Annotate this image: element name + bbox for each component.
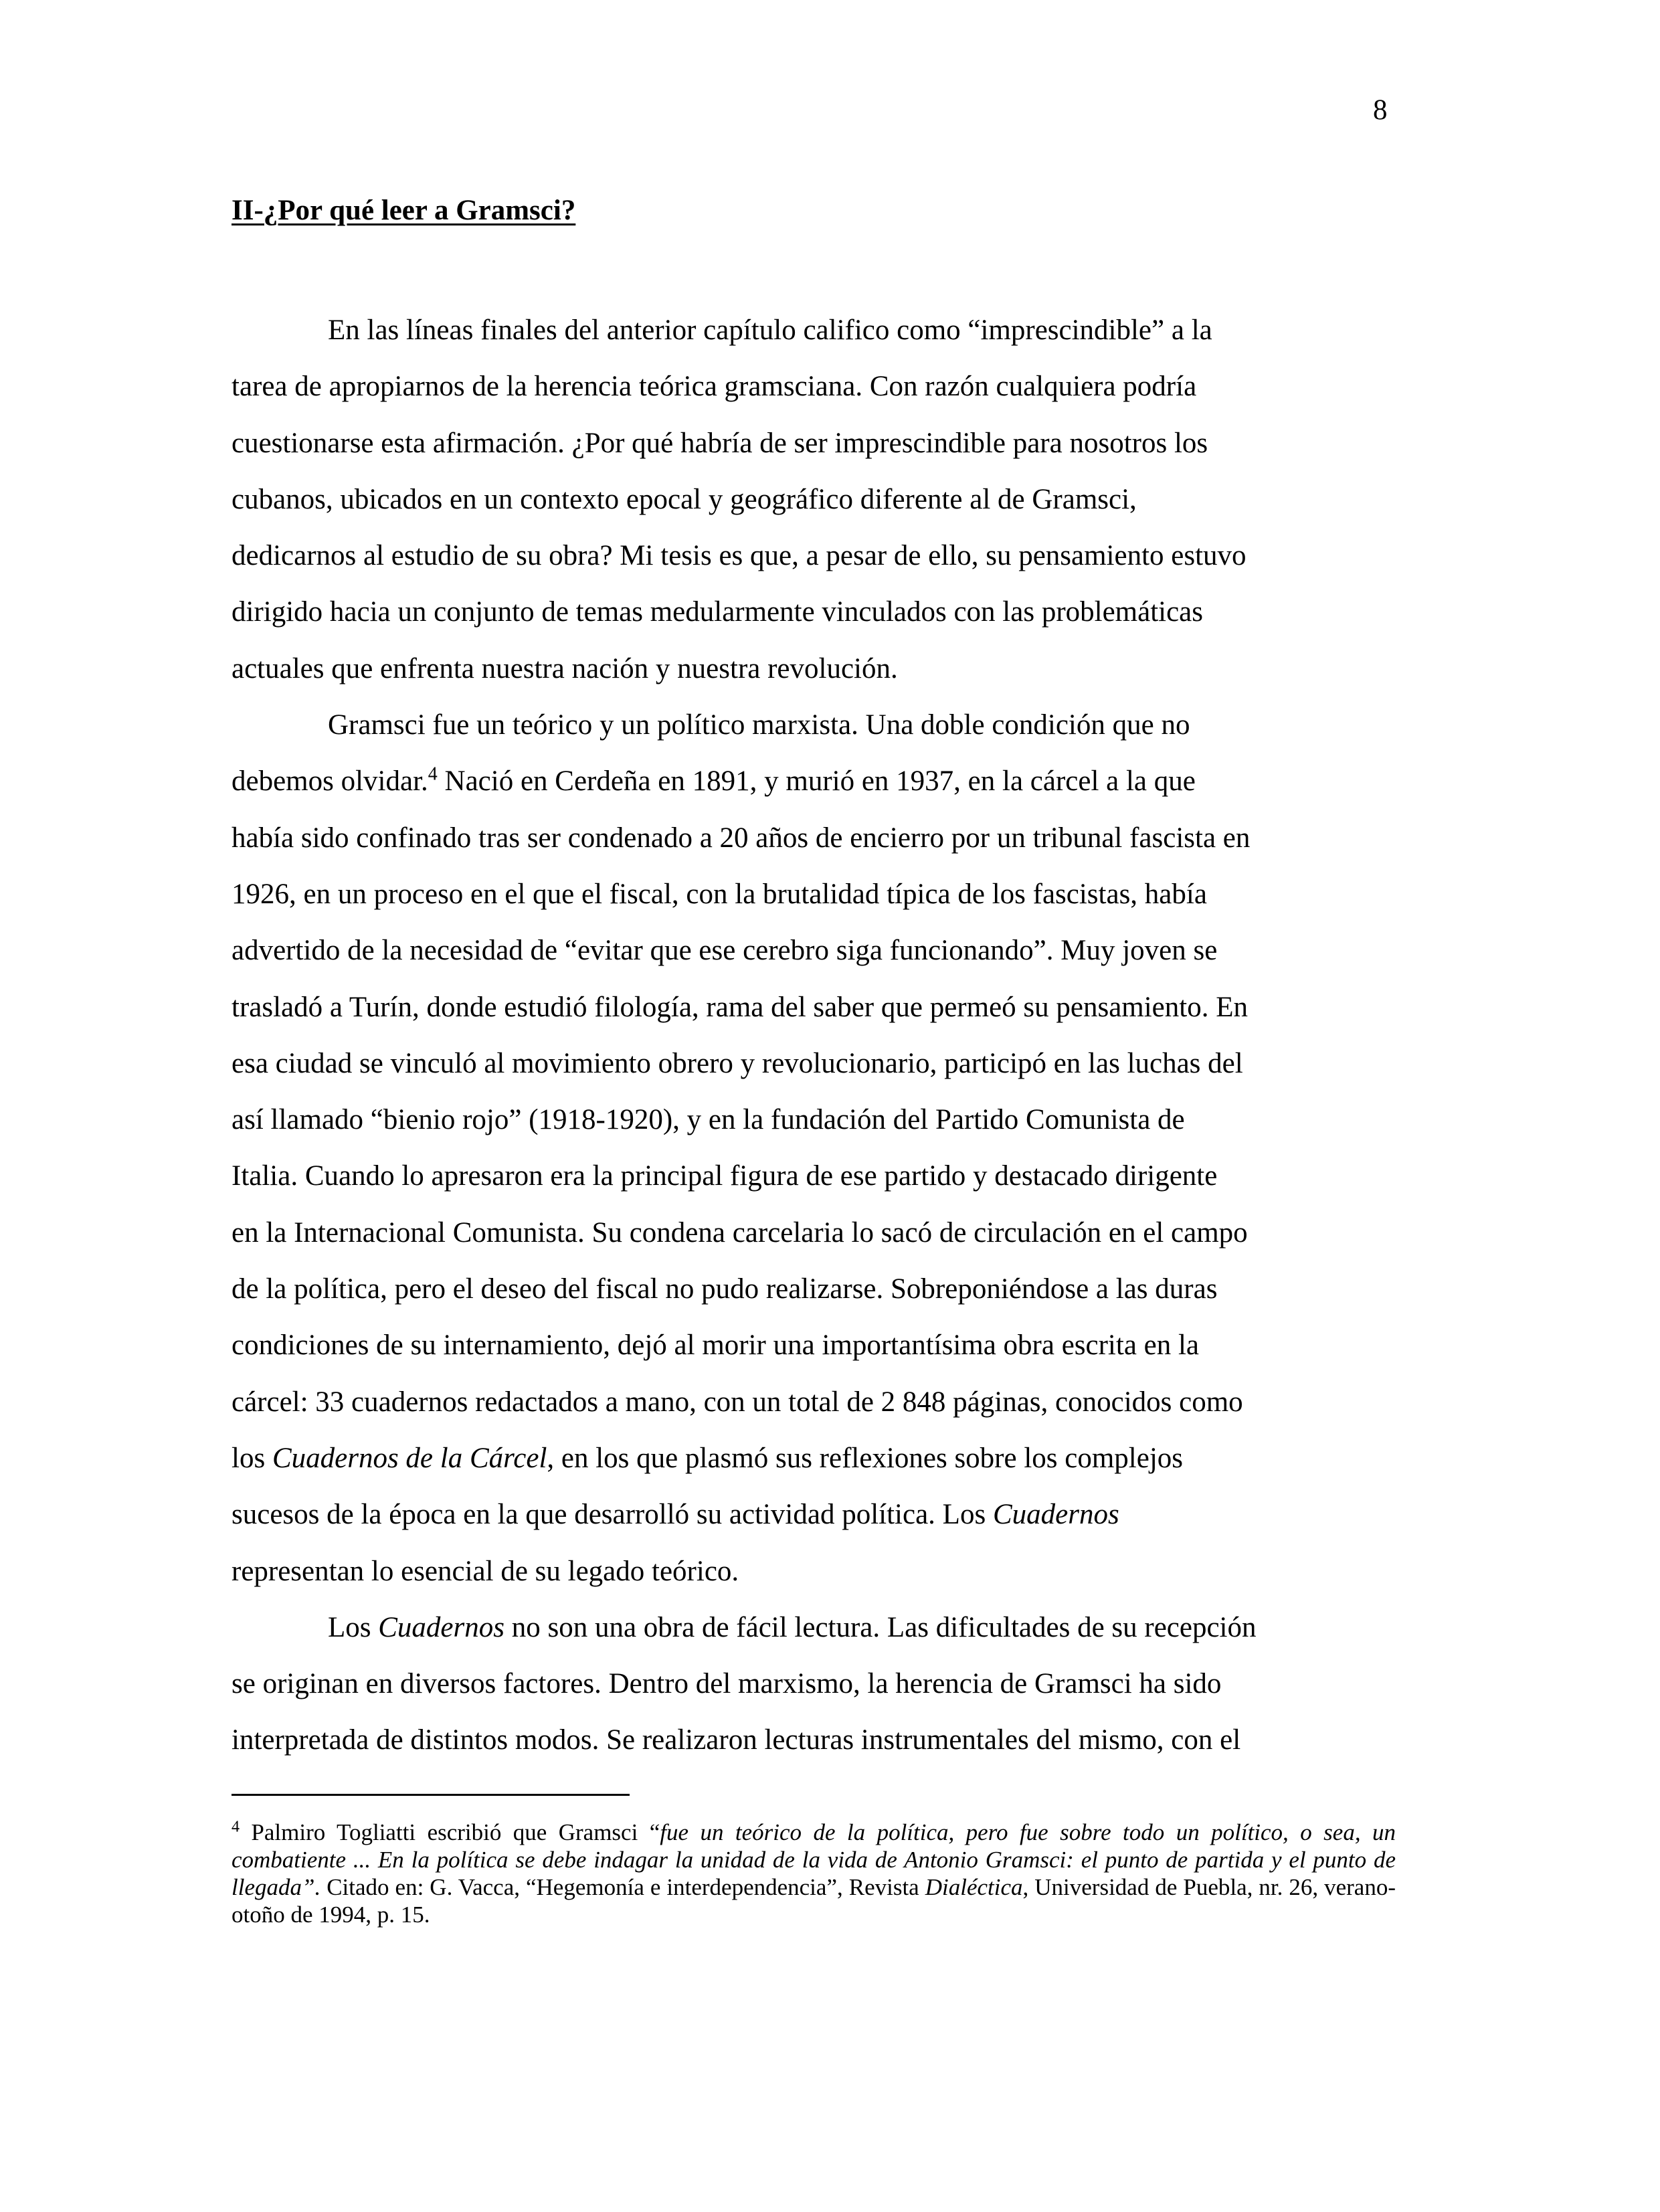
text-segment: Los xyxy=(328,1611,379,1643)
text-line: En las líneas finales del anterior capítulo califico como “imprescindible” a la xyxy=(328,314,1212,346)
text-line: dirigido hacia un conjunto de temas medularmente vinculados con las problemáticas xyxy=(232,596,1204,628)
text-line: así llamado “bienio rojo” (1918-1920), y en la fundación del Partido Comunista de xyxy=(232,1104,1185,1136)
footnote-text: , Universidad de Puebla, nr. 26, verano-otoño de 1994, p. 15. xyxy=(232,1874,1396,1928)
book-title: Cuadernos xyxy=(992,1499,1119,1531)
text-line: se originan en diversos factores. Dentro del marxismo, la herencia de Gramsci ha sido xyxy=(232,1668,1222,1700)
book-title: Cuadernos xyxy=(378,1611,504,1643)
text-line: en la Internacional Comunista. Su condena carcelaria lo sacó de circulación en el campo xyxy=(232,1216,1248,1249)
text-segment: Nació en Cerdeña en 1891, y murió en 1937, en la cárcel a la que xyxy=(437,765,1196,798)
section-heading: II-¿Por qué leer a Gramsci? xyxy=(232,195,576,226)
footnote-quote: fue un teórico de la política, pero fue sobre todo un político, o sea, un combatiente ... En la política se debe indagar la unidad de la vida de Antonio Gramsci: el punto de partida y el punto de llegada”. xyxy=(232,1819,1396,1900)
text-line: cárcel: 33 cuadernos redactados a mano, con un total de 2 848 páginas, conocidos como xyxy=(232,1386,1243,1418)
text-segment: no son una obra de fácil lectura. Las dificultades de su recepción xyxy=(504,1611,1257,1643)
book-title: Cuadernos de la Cárcel xyxy=(272,1442,547,1474)
text-segment: debemos olvidar. xyxy=(232,765,428,798)
footnote-text: Citado en: G. Vacca, “Hegemonía e interdependencia”, Revista xyxy=(320,1874,925,1900)
footnote-separator xyxy=(232,1794,630,1796)
page-number: 8 xyxy=(1373,94,1388,126)
footnote xyxy=(232,1819,1396,1928)
text-line: interpretada de distintos modos. Se realizaron lecturas instrumentales del mismo, con el xyxy=(232,1724,1241,1756)
text-line: cuestionarse esta afirmación. ¿Por qué habría de ser imprescindible para nosotros los xyxy=(232,427,1208,459)
text-segment: sucesos de la época en la que desarrolló su actividad política. Los xyxy=(232,1499,993,1531)
paragraph-1 xyxy=(232,302,1382,697)
text-line: Gramsci fue un teórico y un político marxista. Una doble condición que no xyxy=(328,709,1190,741)
text-line: dedicarnos al estudio de su obra? Mi tesis es que, a pesar de ello, su pensamiento estuvo xyxy=(232,540,1247,572)
text-line xyxy=(232,1487,1382,1543)
text-line: representan lo esencial de su legado teórico. xyxy=(232,1555,739,1587)
text-segment: los xyxy=(232,1442,272,1474)
text-line: actuales que enfrenta nuestra nación y nuestra revolución. xyxy=(232,652,898,684)
text-line: esa ciudad se vinculó al movimiento obrero y revolucionario, participó en las luchas del xyxy=(232,1047,1243,1079)
text-segment: , en los que plasmó sus reflexiones sobre los complejos xyxy=(547,1442,1184,1474)
body-text xyxy=(232,302,1382,1769)
paragraph-3 xyxy=(232,1600,1382,1769)
text-line: trasladó a Turín, donde estudió filología, rama del saber que permeó su pensamiento. En xyxy=(232,991,1248,1023)
text-line: tarea de apropiarnos de la herencia teórica gramsciana. Con razón cualquiera podría xyxy=(232,371,1197,403)
text-line: Italia. Cuando lo apresaron era la principal figura de ese partido y destacado dirigente xyxy=(232,1160,1218,1192)
footnote-number: 4 xyxy=(232,1818,240,1836)
text-line: condiciones de su internamiento, dejó al morir una importantísima obra escrita en la xyxy=(232,1329,1200,1362)
text-line: cubanos, ubicados en un contexto epocal y geográfico diferente al de Gramsci, xyxy=(232,483,1137,515)
text-line xyxy=(232,1600,1382,1656)
footnote-text: Palmiro Togliatti escribió que Gramsci “ xyxy=(240,1819,660,1845)
text-line: advertido de la necesidad de “evitar que ese cerebro siga funcionando”. Muy joven se xyxy=(232,935,1218,967)
text-line: había sido confinado tras ser condenado a 20 años de encierro por un tribunal fascista en xyxy=(232,822,1251,854)
text-line: de la política, pero el deseo del fiscal no pudo realizarse. Sobreponiéndose a las duras xyxy=(232,1273,1218,1305)
paragraph-2 xyxy=(232,697,1382,1600)
journal-title: Dialéctica xyxy=(925,1874,1023,1900)
text-line xyxy=(232,753,1382,810)
text-line: 1926, en un proceso en el que el fiscal, con la brutalidad típica de los fascistas, había xyxy=(232,878,1207,910)
text-line xyxy=(232,1431,1382,1487)
footnote-reference[interactable]: 4 xyxy=(428,764,438,786)
